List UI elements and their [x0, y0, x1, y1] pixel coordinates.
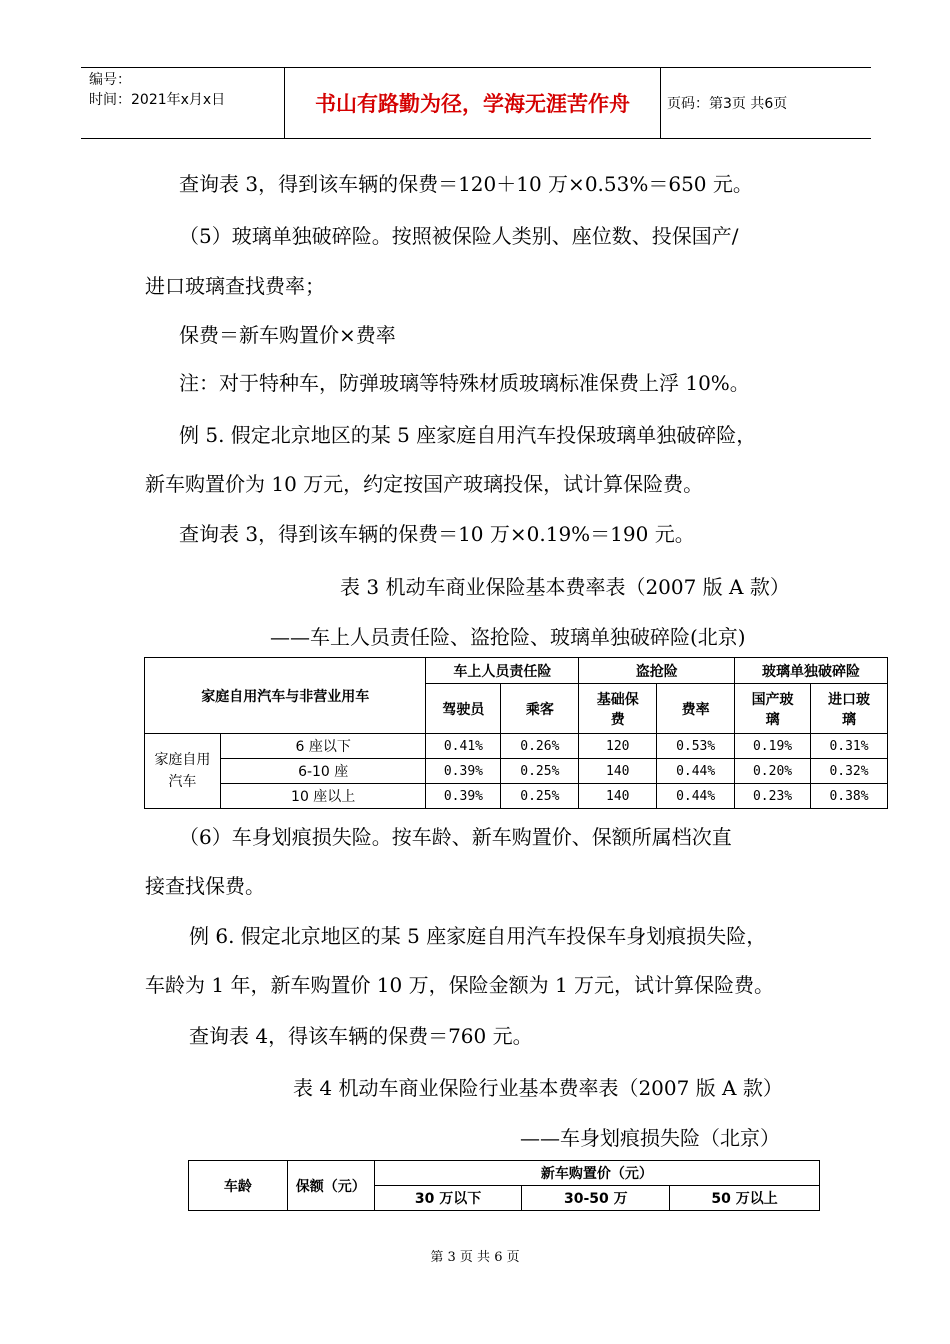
table-cell: 140 [579, 759, 657, 784]
table3-subheader: 进口玻璃 [811, 684, 888, 734]
table-row [145, 734, 888, 759]
page-footer: 第 3 页 共 6 页 [430, 1250, 520, 1265]
page-header [81, 67, 871, 139]
table3-subheader: 国产玻璃 [735, 684, 811, 734]
table3-group-header: 车上人员责任险 [426, 658, 579, 684]
table-cell: 0.44% [657, 784, 735, 809]
table-cell: 0.31% [811, 734, 888, 759]
row-label: 6 座以下 [220, 734, 426, 759]
row-label: 6-10 座 [220, 759, 426, 784]
table3-corner-header: 家庭自用汽车与非营业用车 [145, 658, 426, 734]
table-cell: 0.53% [657, 734, 735, 759]
table-row [145, 784, 888, 809]
table3-group-header: 玻璃单独破碎险 [735, 658, 888, 684]
paragraph: （5）玻璃单独破碎险。按照被保险人类别、座位数、投保国产/ [179, 224, 739, 248]
header-page-info: 页码：第3页 共6页 [667, 96, 788, 112]
paragraph: 查询表 3，得到该车辆的保费＝120＋10 万×0.53%＝650 元。 [179, 172, 753, 196]
rate-table-4 [188, 1160, 820, 1211]
table-cell: 0.44% [657, 759, 735, 784]
table3-subheader: 基础保费 [579, 684, 657, 734]
paragraph: 注：对于特种车，防弹玻璃等特殊材质玻璃标准保费上浮 10%。 [179, 371, 750, 395]
paragraph: 接查找保费。 [145, 874, 265, 898]
rate-table-3 [144, 657, 888, 809]
table4-price-range: 30-50 万 [522, 1186, 670, 1211]
table-cell: 140 [579, 784, 657, 809]
header-meta [81, 68, 284, 140]
row-label: 10 座以上 [220, 784, 426, 809]
table3-row-group: 家庭自用汽车 [145, 734, 221, 809]
table-cell: 0.39% [426, 784, 501, 809]
paragraph: 例 6. 假定北京地区的某 5 座家庭自用汽车投保车身划痕损失险， [189, 924, 767, 948]
table4-price-range: 50 万以上 [670, 1186, 820, 1211]
header-motto: 书山有路勤为径，学海无涯苦作舟 [284, 68, 661, 138]
table-cell: 0.20% [735, 759, 811, 784]
table-cell: 0.32% [811, 759, 888, 784]
table4-age-header: 车龄 [189, 1161, 288, 1211]
paragraph: 新车购置价为 10 万元，约定按国产玻璃投保，试计算保险费。 [145, 472, 704, 496]
table3-caption: 表 3 机动车商业保险基本费率表（2007 版 A 款） [340, 575, 790, 599]
number-label: 编号： [89, 72, 131, 88]
paragraph: 例 5. 假定北京地区的某 5 座家庭自用汽车投保玻璃单独破碎险， [179, 423, 757, 447]
table-cell: 0.25% [501, 784, 579, 809]
table3-subheader: 费率 [657, 684, 735, 734]
paragraph: 车龄为 1 年，新车购置价 10 万，保险金额为 1 万元，试计算保险费。 [145, 973, 775, 997]
table3-subheader: 乘客 [501, 684, 579, 734]
table3-group-header: 盗抢险 [579, 658, 735, 684]
table4-price-range: 30 万以下 [374, 1186, 522, 1211]
table-cell: 0.23% [735, 784, 811, 809]
paragraph: 保费＝新车购置价×费率 [179, 323, 396, 347]
table-cell: 0.39% [426, 759, 501, 784]
table4-amount-header: 保额（元） [287, 1161, 374, 1211]
table3-subheader: 驾驶员 [426, 684, 501, 734]
table3-subcaption: ——车上人员责任险、盗抢险、玻璃单独破碎险(北京) [270, 625, 746, 649]
table-cell: 0.25% [501, 759, 579, 784]
paragraph: 查询表 3，得到该车辆的保费＝10 万×0.19%＝190 元。 [179, 522, 695, 546]
paragraph: 进口玻璃查找费率； [145, 274, 325, 298]
table-cell: 120 [579, 734, 657, 759]
table4-group-header: 新车购置价（元） [374, 1161, 819, 1186]
table-cell: 0.41% [426, 734, 501, 759]
paragraph: 查询表 4，得该车辆的保费＝760 元。 [189, 1024, 533, 1048]
table-row [145, 759, 888, 784]
date-label: 时间：2021年x月x日 [89, 92, 226, 108]
paragraph: （6）车身划痕损失险。按车龄、新车购置价、保额所属档次直 [179, 825, 732, 849]
table-cell: 0.38% [811, 784, 888, 809]
table-cell: 0.19% [735, 734, 811, 759]
table4-subcaption: ——车身划痕损失险（北京） [520, 1126, 780, 1150]
table-cell: 0.26% [501, 734, 579, 759]
table4-caption: 表 4 机动车商业保险行业基本费率表（2007 版 A 款） [293, 1076, 783, 1100]
